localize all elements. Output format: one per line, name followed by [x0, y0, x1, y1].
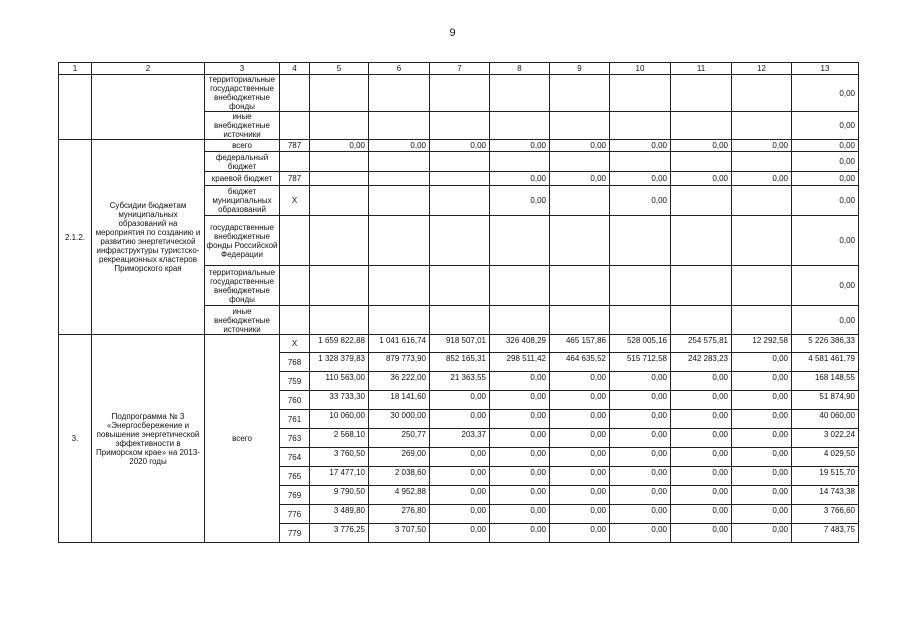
value-cell	[610, 266, 671, 306]
code-cell: 787	[280, 172, 310, 186]
value-cell: 110 563,00	[310, 372, 369, 391]
header-cell: 8	[490, 63, 550, 75]
total-cell: 0,00	[792, 140, 859, 152]
value-cell	[671, 266, 732, 306]
value-cell	[671, 306, 732, 335]
value-cell: 0,00	[732, 410, 792, 429]
value-cell	[550, 112, 610, 140]
value-cell	[490, 306, 550, 335]
header-row	[59, 63, 859, 75]
value-cell: 0,00	[671, 467, 732, 486]
value-cell	[490, 112, 550, 140]
code-cell	[280, 75, 310, 112]
value-cell: 326 408,29	[490, 335, 550, 353]
value-cell	[430, 112, 490, 140]
value-cell: 21 363,55	[430, 372, 490, 391]
code-cell: 764	[280, 448, 310, 467]
value-cell: 528 005,16	[610, 335, 671, 353]
value-cell: 0,00	[490, 429, 550, 448]
row-number-cell	[59, 75, 92, 140]
value-cell: 0,00	[490, 410, 550, 429]
value-cell	[732, 152, 792, 172]
total-cell: 0,00	[792, 266, 859, 306]
value-cell: 2 038,60	[369, 467, 430, 486]
value-cell	[430, 186, 490, 216]
value-cell	[732, 306, 792, 335]
value-cell: 0,00	[490, 467, 550, 486]
source-cell: иные внебюджетные источники	[205, 306, 280, 335]
header-cell: 2	[92, 63, 205, 75]
value-cell: 0,00	[610, 140, 671, 152]
total-cell: 40 060,00	[792, 410, 859, 429]
value-cell: 0,00	[430, 410, 490, 429]
value-cell: 0,00	[490, 391, 550, 410]
row-title-cell: Подпрограмма № 3 «Энергосбережение и повышение энергетической эффективности в Приморском крае» на 2013-2020 годы	[92, 335, 205, 543]
total-cell: 3 766,60	[792, 505, 859, 524]
total-cell: 0,00	[792, 306, 859, 335]
value-cell: 33 733,30	[310, 391, 369, 410]
value-cell: 464 635,52	[550, 353, 610, 372]
value-cell: 18 141,60	[369, 391, 430, 410]
row-title-cell: Субсидии бюджетам муниципальных образований на мероприятия по созданию и развитию энергетической инфраструктуры туристско-рекреационных кластеров Приморского края	[92, 140, 205, 335]
total-cell: 0,00	[792, 152, 859, 172]
value-cell: 0,00	[732, 505, 792, 524]
value-cell	[610, 216, 671, 266]
value-cell	[732, 112, 792, 140]
value-cell: 1 659 822,88	[310, 335, 369, 353]
code-cell: 776	[280, 505, 310, 524]
value-cell	[732, 266, 792, 306]
value-cell	[430, 266, 490, 306]
value-cell	[671, 152, 732, 172]
source-cell: всего	[205, 335, 280, 543]
source-cell: всего	[205, 140, 280, 152]
value-cell: 12 292,58	[732, 335, 792, 353]
source-cell: краевой бюджет	[205, 172, 280, 186]
value-cell: 0,00	[490, 372, 550, 391]
value-cell: 0,00	[430, 467, 490, 486]
value-cell: 0,00	[610, 467, 671, 486]
value-cell	[369, 216, 430, 266]
source-cell: государственные внебюджетные фонды Российской Федерации	[205, 216, 280, 266]
value-cell: 0,00	[490, 524, 550, 543]
value-cell: 879 773,90	[369, 353, 430, 372]
code-cell: 763	[280, 429, 310, 448]
value-cell	[369, 186, 430, 216]
value-cell: 0,00	[671, 448, 732, 467]
budget-table	[58, 62, 859, 543]
value-cell: 0,00	[550, 486, 610, 505]
value-cell: 250,77	[369, 429, 430, 448]
page-number: 9	[449, 27, 456, 39]
table-row	[59, 75, 859, 112]
value-cell	[369, 112, 430, 140]
value-cell: 0,00	[671, 429, 732, 448]
code-cell	[280, 112, 310, 140]
header-cell: 4	[280, 63, 310, 75]
code-cell	[280, 306, 310, 335]
header-cell: 9	[550, 63, 610, 75]
value-cell	[550, 186, 610, 216]
value-cell	[369, 172, 430, 186]
code-cell	[280, 152, 310, 172]
value-cell: 0,00	[610, 391, 671, 410]
value-cell: 465 157,86	[550, 335, 610, 353]
value-cell: 0,00	[550, 467, 610, 486]
source-cell: территориальные государственные внебюджетные фонды	[205, 266, 280, 306]
value-cell	[610, 112, 671, 140]
total-cell: 0,00	[792, 75, 859, 112]
value-cell: 242 283,23	[671, 353, 732, 372]
total-cell: 4 581 461,79	[792, 353, 859, 372]
value-cell: 4 952,88	[369, 486, 430, 505]
value-cell	[430, 306, 490, 335]
total-cell: 0,00	[792, 216, 859, 266]
source-cell: иные внебюджетные источники	[205, 112, 280, 140]
value-cell	[490, 152, 550, 172]
total-cell: 0,00	[792, 112, 859, 140]
value-cell: 276,80	[369, 505, 430, 524]
code-cell	[280, 266, 310, 306]
code-cell: X	[280, 335, 310, 353]
value-cell	[430, 172, 490, 186]
source-cell: бюджет муниципальных образований	[205, 186, 280, 216]
value-cell: 0,00	[671, 140, 732, 152]
value-cell: 0,00	[490, 505, 550, 524]
value-cell	[550, 75, 610, 112]
code-cell: 759	[280, 372, 310, 391]
header-cell: 11	[671, 63, 732, 75]
value-cell: 0,00	[490, 186, 550, 216]
value-cell: 0,00	[550, 372, 610, 391]
value-cell	[310, 306, 369, 335]
value-cell: 0,00	[610, 448, 671, 467]
value-cell: 298 511,42	[490, 353, 550, 372]
value-cell: 0,00	[671, 486, 732, 505]
value-cell: 0,00	[550, 391, 610, 410]
total-cell: 3 022,24	[792, 429, 859, 448]
value-cell	[490, 266, 550, 306]
value-cell	[550, 152, 610, 172]
value-cell	[671, 75, 732, 112]
value-cell	[550, 306, 610, 335]
value-cell: 0,00	[671, 524, 732, 543]
value-cell	[671, 216, 732, 266]
value-cell	[310, 266, 369, 306]
header-cell: 10	[610, 63, 671, 75]
value-cell: 254 575,81	[671, 335, 732, 353]
value-cell: 10 060,00	[310, 410, 369, 429]
total-cell: 19 515,70	[792, 467, 859, 486]
header-cell: 13	[792, 63, 859, 75]
code-cell: 779	[280, 524, 310, 543]
total-cell: 5 226 386,33	[792, 335, 859, 353]
value-cell: 269,00	[369, 448, 430, 467]
value-cell	[310, 75, 369, 112]
value-cell: 0,00	[550, 505, 610, 524]
value-cell: 0,00	[310, 140, 369, 152]
value-cell: 0,00	[671, 505, 732, 524]
table-row	[59, 140, 859, 152]
value-cell: 0,00	[490, 140, 550, 152]
value-cell	[732, 75, 792, 112]
source-cell: федеральный бюджет	[205, 152, 280, 172]
value-cell: 0,00	[490, 486, 550, 505]
value-cell: 0,00	[430, 524, 490, 543]
value-cell: 0,00	[430, 140, 490, 152]
value-cell	[310, 186, 369, 216]
value-cell: 0,00	[671, 391, 732, 410]
total-cell: 0,00	[792, 172, 859, 186]
value-cell: 9 790,50	[310, 486, 369, 505]
value-cell: 918 507,01	[430, 335, 490, 353]
total-cell: 51 874,90	[792, 391, 859, 410]
value-cell: 0,00	[430, 486, 490, 505]
value-cell: 0,00	[490, 172, 550, 186]
row-number-cell: 3.	[59, 335, 92, 543]
value-cell: 1 328 379,83	[310, 353, 369, 372]
value-cell: 0,00	[610, 186, 671, 216]
value-cell: 0,00	[610, 524, 671, 543]
value-cell: 852 165,31	[430, 353, 490, 372]
value-cell: 0,00	[610, 172, 671, 186]
value-cell: 0,00	[610, 429, 671, 448]
value-cell	[310, 216, 369, 266]
code-cell: 769	[280, 486, 310, 505]
value-cell: 0,00	[732, 486, 792, 505]
value-cell	[490, 216, 550, 266]
value-cell	[610, 75, 671, 112]
value-cell	[310, 172, 369, 186]
value-cell: 0,00	[550, 410, 610, 429]
value-cell: 203,37	[430, 429, 490, 448]
row-title-cell	[92, 75, 205, 140]
total-cell: 7 483,75	[792, 524, 859, 543]
header-cell: 7	[430, 63, 490, 75]
value-cell	[490, 75, 550, 112]
header-cell: 12	[732, 63, 792, 75]
value-cell	[430, 152, 490, 172]
value-cell: 3 776,25	[310, 524, 369, 543]
code-cell: 760	[280, 391, 310, 410]
table-row	[59, 335, 859, 353]
row-number-cell: 2.1.2.	[59, 140, 92, 335]
value-cell: 0,00	[430, 391, 490, 410]
value-cell: 0,00	[732, 524, 792, 543]
value-cell: 0,00	[732, 372, 792, 391]
value-cell: 0,00	[732, 140, 792, 152]
code-cell: 765	[280, 467, 310, 486]
value-cell: 30 000,00	[369, 410, 430, 429]
total-cell: 4 029,50	[792, 448, 859, 467]
value-cell: 0,00	[430, 505, 490, 524]
value-cell: 1 041 616,74	[369, 335, 430, 353]
value-cell	[550, 216, 610, 266]
total-cell: 14 743,38	[792, 486, 859, 505]
value-cell: 0,00	[550, 140, 610, 152]
value-cell	[671, 186, 732, 216]
code-cell: X	[280, 186, 310, 216]
value-cell	[369, 266, 430, 306]
value-cell: 0,00	[732, 353, 792, 372]
value-cell	[610, 306, 671, 335]
code-cell	[280, 216, 310, 266]
value-cell: 0,00	[430, 448, 490, 467]
value-cell: 0,00	[550, 524, 610, 543]
value-cell	[732, 216, 792, 266]
value-cell	[369, 306, 430, 335]
total-cell: 0,00	[792, 186, 859, 216]
value-cell: 515 712,58	[610, 353, 671, 372]
code-cell: 768	[280, 353, 310, 372]
value-cell: 0,00	[610, 410, 671, 429]
value-cell: 0,00	[550, 429, 610, 448]
value-cell: 2 568,10	[310, 429, 369, 448]
value-cell: 0,00	[671, 372, 732, 391]
value-cell: 0,00	[732, 429, 792, 448]
value-cell	[732, 186, 792, 216]
value-cell: 36 222,00	[369, 372, 430, 391]
value-cell: 17 477,10	[310, 467, 369, 486]
value-cell: 0,00	[490, 448, 550, 467]
source-cell: территориальные государственные внебюджетные фонды	[205, 75, 280, 112]
value-cell	[430, 75, 490, 112]
value-cell: 0,00	[610, 486, 671, 505]
value-cell	[369, 152, 430, 172]
value-cell: 3 707,50	[369, 524, 430, 543]
value-cell	[610, 152, 671, 172]
code-cell: 761	[280, 410, 310, 429]
value-cell: 0,00	[732, 391, 792, 410]
value-cell: 0,00	[550, 172, 610, 186]
value-cell	[550, 266, 610, 306]
value-cell: 0,00	[369, 140, 430, 152]
value-cell: 0,00	[671, 410, 732, 429]
header-cell: 1	[59, 63, 92, 75]
header-cell: 3	[205, 63, 280, 75]
total-cell: 168 148,55	[792, 372, 859, 391]
value-cell: 0,00	[610, 505, 671, 524]
value-cell	[430, 216, 490, 266]
header-cell: 6	[369, 63, 430, 75]
value-cell: 0,00	[671, 172, 732, 186]
value-cell: 0,00	[732, 467, 792, 486]
value-cell: 0,00	[550, 448, 610, 467]
value-cell: 0,00	[732, 172, 792, 186]
value-cell	[671, 112, 732, 140]
value-cell: 0,00	[610, 372, 671, 391]
value-cell: 3 760,50	[310, 448, 369, 467]
value-cell	[310, 152, 369, 172]
value-cell	[369, 75, 430, 112]
header-cell: 5	[310, 63, 369, 75]
value-cell: 3 489,80	[310, 505, 369, 524]
code-cell: 787	[280, 140, 310, 152]
value-cell	[310, 112, 369, 140]
value-cell: 0,00	[732, 448, 792, 467]
